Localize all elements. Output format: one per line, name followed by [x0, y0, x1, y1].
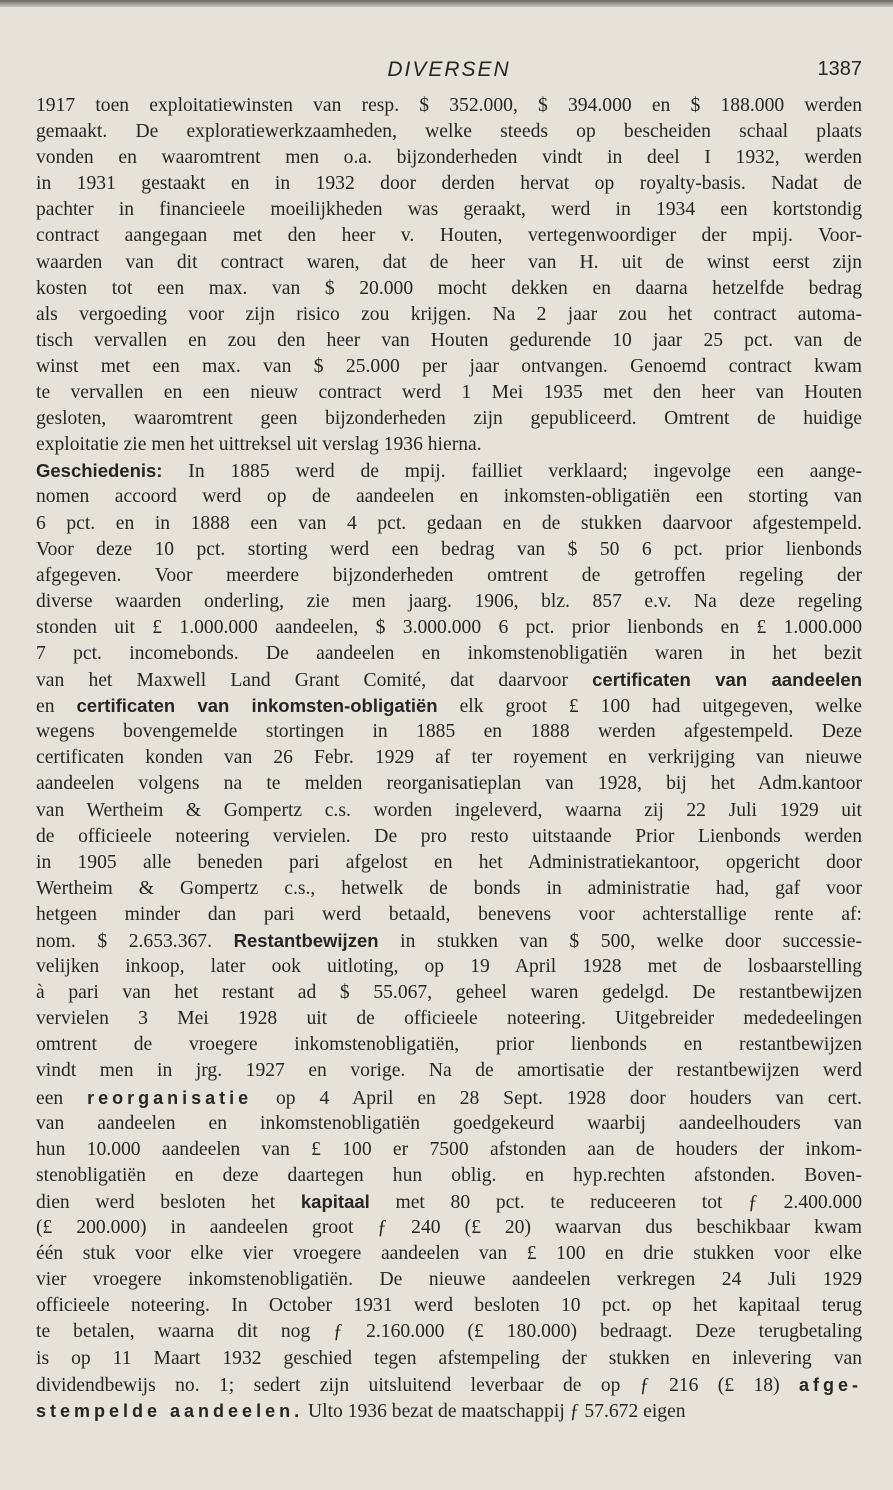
- text-run: en: [36, 696, 77, 718]
- text-run: gesloten, waaromtrent geen bijzonderheden zijn gepubliceerd. Omtrent de huidige: [36, 408, 862, 430]
- text-run: van aandeelen en inkomstenobligatiën goedgekeurd waarbij aandeelhouders van: [36, 1112, 862, 1134]
- text-run: hetgeen minder dan pari werd betaald, benevens voor achterstallige rente af:: [36, 903, 862, 925]
- running-header: [36, 58, 862, 88]
- running-title: DIVERSEN: [387, 58, 511, 81]
- text-run: te betalen, waarna dit nog ƒ 2.160.000 (£ 180.000) bedraagt. Deze terugbetaling: [36, 1321, 862, 1343]
- text-line: [36, 223, 862, 249]
- text-run: vindt men in jrg. 1927 en vorige. Na de amortisatie der restantbewijzen werd: [36, 1060, 862, 1082]
- text-line: [36, 641, 862, 667]
- text-run: aandeelen volgens na te melden reorganisatieplan van 1928, bij het Adm.kantoor: [36, 773, 862, 795]
- text-run: 7 pct. incomebonds. De aandeelen en inkomstenobligatiën waren in het bezit: [36, 642, 862, 664]
- text-line: [36, 928, 862, 954]
- text-line: [36, 328, 862, 354]
- text-line: [36, 1241, 862, 1267]
- text-line: [36, 771, 862, 797]
- text-run: omtrent de vroegere inkomstenobligatiën, prior lienbonds en restantbewijzen: [36, 1034, 862, 1056]
- text-run: 1917 toen exploitatiewinsten van resp. $ 352.000, $ 394.000 en $ 188.000 werden: [36, 95, 862, 116]
- text-run: nomen accoord werd op de aandeelen en inkomsten-obligatiën een storting van: [36, 486, 862, 508]
- text-line: [36, 1032, 862, 1058]
- text-run: als vergoeding voor zijn risico zou krijgen. Na 2 jaar zou het contract automa-: [36, 303, 862, 325]
- text-line: [36, 93, 862, 119]
- text-line: [36, 693, 862, 719]
- text-run: (£ 200.000) in aandeelen groot ƒ 240 (£ 20) waarvan dus beschikbaar kwam: [36, 1217, 862, 1239]
- text-line: [36, 1293, 862, 1319]
- text-line: [36, 1006, 862, 1032]
- emphasized-text: kapitaal: [300, 1190, 370, 1212]
- text-line: [36, 1189, 862, 1215]
- emphasized-text: Geschiedenis:: [36, 460, 163, 482]
- text-run: stonden uit £ 1.000.000 aandeelen, $ 3.000.000 6 pct. prior lienbonds en £ 1.000.000: [36, 616, 862, 638]
- emphasized-text: certificaten van aandeelen: [592, 669, 862, 691]
- text-run: in stukken van $ 500, welke door successie-: [378, 931, 862, 952]
- text-run: elk groot £ 100 had uitgegeven, welke: [437, 696, 862, 718]
- emphasized-text: reorganisatie: [87, 1087, 253, 1108]
- text-line: [36, 1319, 862, 1345]
- text-line: [36, 1346, 862, 1372]
- text-line: [36, 1085, 862, 1111]
- text-run: certificaten konden van 26 Febr. 1929 af ter royement en verkrijging van nieuwe: [36, 747, 862, 769]
- text-line: [36, 250, 862, 276]
- text-line: [36, 1372, 862, 1398]
- text-line: [36, 458, 862, 484]
- text-line: [36, 563, 862, 589]
- text-line: [36, 824, 862, 850]
- emphasized-text: stempelde aandeelen.: [36, 1400, 304, 1421]
- page-top-edge: [0, 0, 893, 7]
- body-text: [36, 93, 862, 1424]
- text-run: diverse waarden onderling, zie men jaarg. 1906, blz. 857 e.v. Na deze regeling: [36, 590, 862, 612]
- text-run: in 1931 gestaakt en in 1932 door derden hervat op royalty-basis. Nadat de: [36, 173, 862, 195]
- text-line: [36, 902, 862, 928]
- text-line: [36, 745, 862, 771]
- text-line: [36, 589, 862, 615]
- text-line: [36, 354, 862, 380]
- text-line: [36, 798, 862, 824]
- text-line: [36, 1398, 862, 1424]
- emphasized-text: Restantbewijzen: [233, 930, 379, 951]
- text-run: Voor deze 10 pct. storting werd een bedrag van $ 50 6 pct. prior lienbonds: [36, 538, 862, 560]
- text-run: à pari van het restant ad $ 55.067, geheel waren gedelgd. De restantbewijzen: [36, 982, 862, 1004]
- text-run: winst met een max. van $ 25.000 per jaar ontvangen. Genoemd contract kwam: [36, 355, 862, 377]
- text-line: [36, 380, 862, 406]
- text-run: in 1905 alle beneden pari afgelost en het Administratiekantoor, opgericht door: [36, 851, 862, 873]
- text-run: vier vroegere inkomstenobligatiën. De nieuwe aandeelen verkregen 24 Juli 1929: [36, 1269, 862, 1291]
- text-run: nom. $ 2.653.367.: [36, 931, 234, 952]
- text-run: afgegeven. Voor meerdere bijzonderheden omtrent de getroffen regeling der: [36, 564, 862, 586]
- text-line: [36, 1215, 862, 1241]
- text-line: [36, 615, 862, 641]
- text-run: een: [36, 1087, 88, 1109]
- text-run: hun 10.000 aandeelen van £ 100 er 7500 afstonden aan de houders der inkom-: [36, 1138, 862, 1160]
- text-line: [36, 719, 862, 745]
- text-line: [36, 511, 862, 537]
- text-line: [36, 876, 862, 902]
- text-run: exploitatie zie men het uittreksel uit verslag 1936 hierna.: [36, 434, 482, 456]
- text-run: op 4 April en 28 Sept. 1928 door houders van cert.: [252, 1087, 862, 1109]
- text-run: vervielen 3 Mei 1928 uit de officieele noteering. Uitgebreider mededeelingen: [36, 1008, 862, 1030]
- text-run: van het Maxwell Land Grant Comité, dat daarvoor: [36, 670, 593, 692]
- text-run: kosten tot een max. van $ 20.000 mocht dekken en daarna hetzelfde bedrag: [36, 277, 862, 299]
- text-line: [36, 1163, 862, 1189]
- text-line: [36, 1111, 862, 1137]
- text-line: [36, 119, 862, 145]
- text-run: dividendbewijs no. 1; sedert zijn uitsluitend leverbaar de op ƒ 216 (£ 18): [36, 1374, 799, 1396]
- text-run: velijken inkoop, later ook uitloting, op 19 April 1928 met de losbaarstelling: [36, 956, 862, 978]
- text-line: [36, 406, 862, 432]
- text-run: stenobligatiën en deze daartegen hun oblig. en hyp.rechten afstonden. Boven-: [36, 1164, 862, 1186]
- text-line: [36, 1058, 862, 1084]
- text-run: de officieele noteering vervielen. De pro resto uitstaande Prior Lienbonds werden: [36, 825, 862, 847]
- text-line: [36, 171, 862, 197]
- text-run: dien werd besloten het: [36, 1191, 301, 1213]
- text-run: te vervallen en een nieuw contract werd 1 Mei 1935 met den heer van Houten: [36, 382, 862, 404]
- text-run: met 80 pct. te reduceeren tot ƒ 2.400.000: [369, 1191, 862, 1213]
- text-run: pachter in financieele moeilijkheden was geraakt, werd in 1934 een kortstondig: [36, 199, 862, 221]
- text-line: [36, 980, 862, 1006]
- emphasized-text: afge-: [798, 1374, 862, 1395]
- text-line: [36, 276, 862, 302]
- text-run: wegens bovengemelde stortingen in 1885 en 1888 werden afgestempeld. Deze: [36, 721, 862, 743]
- text-run: één stuk voor elke vier vroegere aandeelen van £ 100 en drie stukken voor elke: [36, 1243, 862, 1265]
- text-run: In 1885 werd de mpij. failliet verklaard; ingevolge een aange-: [162, 461, 862, 483]
- text-run: contract aangegaan met den heer v. Houten, vertegenwoordiger der mpij. Voor-: [36, 225, 862, 247]
- text-run: Wertheim & Gompertz c.s., hetwelk de bonds in administratie had, gaf voor: [36, 877, 862, 899]
- text-line: [36, 145, 862, 171]
- text-run: gemaakt. De exploratiewerkzaamheden, welke steeds op bescheiden schaal plaats: [36, 121, 862, 143]
- text-run: van Wertheim & Gompertz c.s. worden ingeleverd, waarna zij 22 Juli 1929 uit: [36, 799, 862, 821]
- page-number: 1387: [817, 58, 862, 80]
- text-line: [36, 1137, 862, 1163]
- text-run: vonden en waaromtrent men o.a. bijzonderheden vindt in deel I 1932, werden: [36, 147, 862, 169]
- text-run: 6 pct. en in 1888 een van 4 pct. gedaan en de stukken daarvoor afgestempeld.: [36, 512, 862, 534]
- text-line: [36, 432, 862, 458]
- text-line: [36, 1267, 862, 1293]
- text-line: [36, 537, 862, 563]
- text-run: officieele noteering. In October 1931 werd besloten 10 pct. op het kapitaal terug: [36, 1295, 862, 1317]
- text-line: [36, 954, 862, 980]
- text-line: [36, 484, 862, 510]
- text-run: Ulto 1936 bezat de maatschappij ƒ 57.672 eigen: [303, 1400, 686, 1422]
- text-line: [36, 667, 862, 693]
- text-line: [36, 850, 862, 876]
- text-run: is op 11 Maart 1932 geschied tegen afstempeling der stukken en inlevering van: [36, 1347, 862, 1369]
- text-run: waarden van dit contract waren, dat de heer van H. uit de winst eerst zijn: [36, 251, 862, 273]
- text-run: tisch vervallen en zou den heer van Houten gedurende 10 jaar 25 pct. van de: [36, 329, 862, 351]
- emphasized-text: certificaten van inkomsten-obligatiën: [76, 695, 438, 717]
- text-line: [36, 197, 862, 223]
- text-line: [36, 302, 862, 328]
